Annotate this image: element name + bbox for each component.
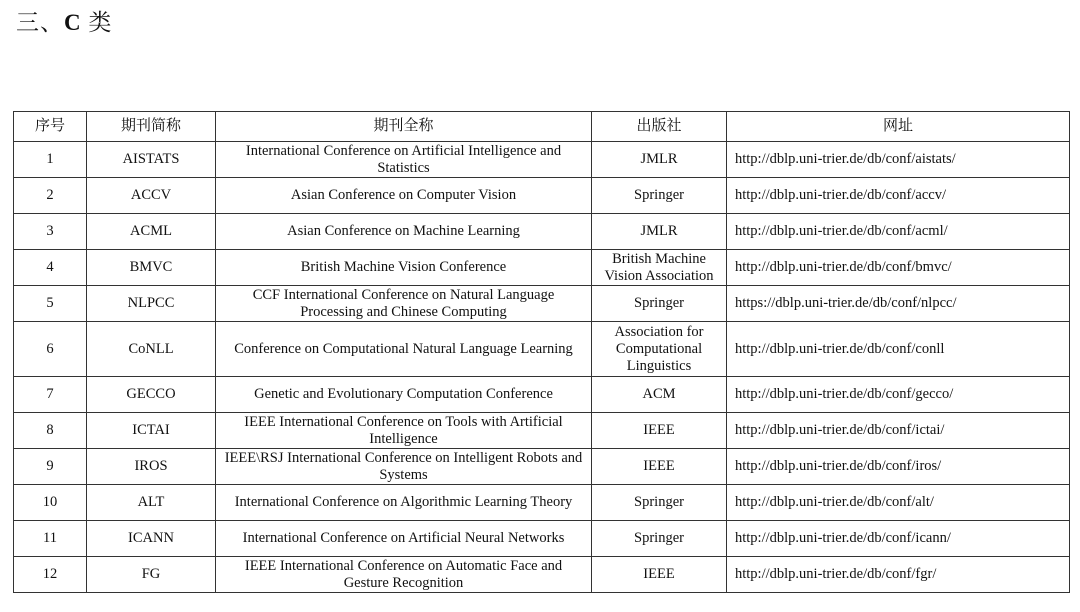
table-row (14, 142, 1070, 178)
table-header-row (14, 112, 1070, 142)
cell-full-name: Asian Conference on Computer Vision (216, 178, 592, 214)
heading-prefix: 三、 (16, 10, 64, 35)
cell-publisher: ACM (592, 377, 727, 413)
cell-publisher: IEEE (592, 557, 727, 593)
table-row (14, 214, 1070, 250)
header-no: 序号 (14, 112, 87, 142)
cell-url: http://dblp.uni-trier.de/db/conf/bmvc/ (727, 250, 1070, 286)
cell-full-name: CCF International Conference on Natural Language Processing and Chinese Computing (216, 286, 592, 322)
cell-publisher: IEEE (592, 449, 727, 485)
cell-full-name: Conference on Computational Natural Language Learning (216, 322, 592, 377)
cell-no: 6 (14, 322, 87, 377)
cell-publisher: IEEE (592, 413, 727, 449)
cell-abbr: ACCV (87, 178, 216, 214)
heading-letter: C (64, 10, 82, 35)
cell-no: 8 (14, 413, 87, 449)
table-row (14, 521, 1070, 557)
cell-abbr: FG (87, 557, 216, 593)
cell-full-name: International Conference on Algorithmic Learning Theory (216, 485, 592, 521)
table-row (14, 322, 1070, 377)
cell-full-name: IEEE International Conference on Automatic Face and Gesture Recognition (216, 557, 592, 593)
cell-abbr: GECCO (87, 377, 216, 413)
cell-abbr: ACML (87, 214, 216, 250)
table-row (14, 250, 1070, 286)
cell-publisher: JMLR (592, 142, 727, 178)
conference-table (13, 111, 1070, 593)
cell-no: 12 (14, 557, 87, 593)
cell-no: 3 (14, 214, 87, 250)
cell-no: 2 (14, 178, 87, 214)
cell-url: http://dblp.uni-trier.de/db/conf/icann/ (727, 521, 1070, 557)
cell-abbr: BMVC (87, 250, 216, 286)
cell-url: http://dblp.uni-trier.de/db/conf/alt/ (727, 485, 1070, 521)
cell-url: https://dblp.uni-trier.de/db/conf/nlpcc/ (727, 286, 1070, 322)
header-full-name: 期刊全称 (216, 112, 592, 142)
cell-publisher: British Machine Vision Association (592, 250, 727, 286)
table-row (14, 557, 1070, 593)
cell-url: http://dblp.uni-trier.de/db/conf/ictai/ (727, 413, 1070, 449)
cell-full-name: IEEE\RSJ International Conference on Intelligent Robots and Systems (216, 449, 592, 485)
cell-url: http://dblp.uni-trier.de/db/conf/acml/ (727, 214, 1070, 250)
cell-abbr: CoNLL (87, 322, 216, 377)
cell-abbr: AISTATS (87, 142, 216, 178)
cell-publisher: Springer (592, 178, 727, 214)
cell-no: 5 (14, 286, 87, 322)
heading-suffix: 类 (81, 10, 113, 35)
cell-publisher: Springer (592, 521, 727, 557)
cell-publisher: JMLR (592, 214, 727, 250)
cell-abbr: ALT (87, 485, 216, 521)
cell-no: 7 (14, 377, 87, 413)
cell-abbr: ICTAI (87, 413, 216, 449)
header-url: 网址 (727, 112, 1070, 142)
table-row (14, 485, 1070, 521)
header-abbr: 期刊简称 (87, 112, 216, 142)
cell-url: http://dblp.uni-trier.de/db/conf/aistats/ (727, 142, 1070, 178)
section-heading (16, 8, 112, 38)
header-publisher: 出版社 (592, 112, 727, 142)
cell-url: http://dblp.uni-trier.de/db/conf/gecco/ (727, 377, 1070, 413)
cell-url: http://dblp.uni-trier.de/db/conf/accv/ (727, 178, 1070, 214)
cell-full-name: International Conference on Artificial Intelligence and Statistics (216, 142, 592, 178)
cell-no: 4 (14, 250, 87, 286)
cell-publisher: Springer (592, 485, 727, 521)
cell-url: http://dblp.uni-trier.de/db/conf/conll (727, 322, 1070, 377)
cell-full-name: International Conference on Artificial Neural Networks (216, 521, 592, 557)
table-row (14, 449, 1070, 485)
cell-publisher: Association for Computational Linguistics (592, 322, 727, 377)
cell-publisher: Springer (592, 286, 727, 322)
table-row (14, 286, 1070, 322)
cell-url: http://dblp.uni-trier.de/db/conf/iros/ (727, 449, 1070, 485)
cell-abbr: ICANN (87, 521, 216, 557)
cell-full-name: Genetic and Evolutionary Computation Conference (216, 377, 592, 413)
table-row (14, 178, 1070, 214)
table-row (14, 413, 1070, 449)
cell-no: 9 (14, 449, 87, 485)
cell-full-name: British Machine Vision Conference (216, 250, 592, 286)
cell-abbr: IROS (87, 449, 216, 485)
cell-full-name: Asian Conference on Machine Learning (216, 214, 592, 250)
table-row (14, 377, 1070, 413)
cell-no: 1 (14, 142, 87, 178)
cell-url: http://dblp.uni-trier.de/db/conf/fgr/ (727, 557, 1070, 593)
cell-full-name: IEEE International Conference on Tools with Artificial Intelligence (216, 413, 592, 449)
cell-abbr: NLPCC (87, 286, 216, 322)
cell-no: 10 (14, 485, 87, 521)
cell-no: 11 (14, 521, 87, 557)
